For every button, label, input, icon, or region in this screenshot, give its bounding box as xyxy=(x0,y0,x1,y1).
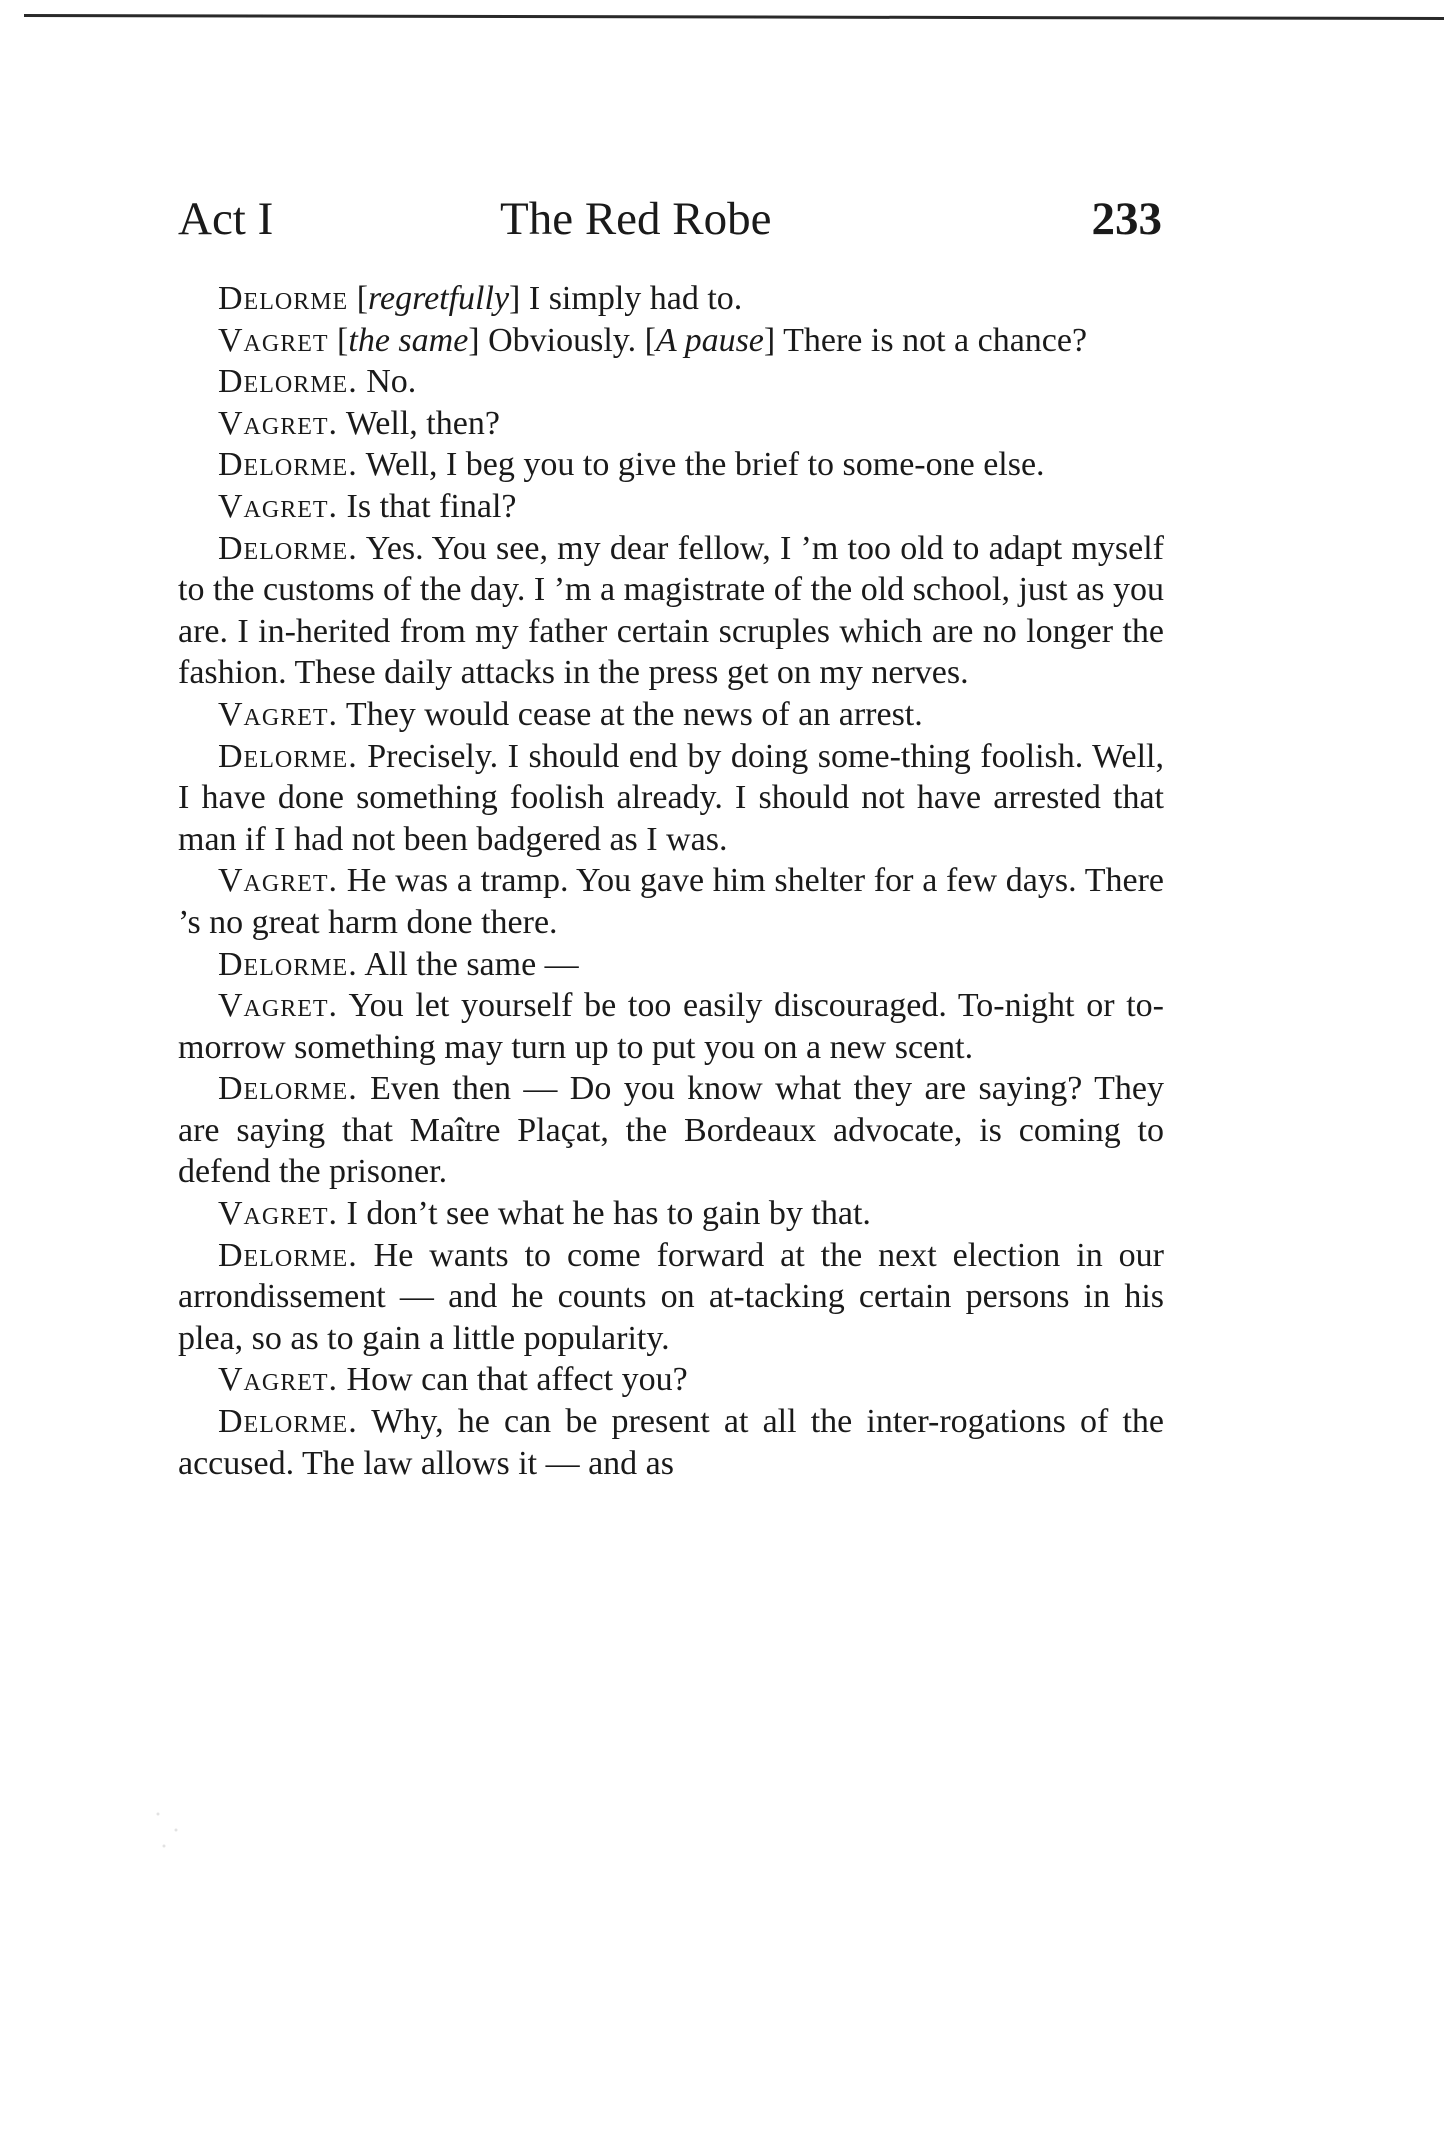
dialogue-line xyxy=(178,694,1164,736)
dialogue-line xyxy=(178,1193,1164,1235)
dialogue-text: No. xyxy=(357,363,417,401)
speaker-name: Vagret. xyxy=(218,1195,339,1233)
page-number: 233 xyxy=(1091,193,1162,245)
dialogue-line xyxy=(178,736,1164,861)
speaker-name: Delorme. xyxy=(218,1236,358,1274)
speaker-name: Vagret. xyxy=(218,987,339,1025)
stage-direction: the same xyxy=(348,321,469,359)
dialogue-text: All the same — xyxy=(357,945,579,983)
dialogue-line xyxy=(178,528,1164,694)
dialogue-line xyxy=(178,1359,1164,1401)
dialogue-line xyxy=(178,361,1164,403)
speaker-name: Vagret xyxy=(218,321,329,359)
speaker-name: Vagret. xyxy=(218,487,339,525)
speaker-name: Delorme. xyxy=(218,363,358,401)
page-title: The Red Robe xyxy=(500,193,772,245)
dialogue-text: How can that affect you? xyxy=(338,1361,688,1399)
dialogue-text: Is that final? xyxy=(338,487,517,525)
dialogue-text: Why, he can be present at all the inter-rogations of the accused. The law allows it — and as xyxy=(178,1403,1164,1482)
speaker-name: Delorme. xyxy=(218,1070,358,1108)
dialogue-text: ] There is not a chance? xyxy=(763,321,1088,359)
dialogue-text: You let yourself be too easily discouraged. To-night or to-morrow something may turn up to put you on a new scent. xyxy=(178,987,1164,1066)
dialogue-line xyxy=(178,860,1164,943)
dialogue-text: Even then — Do you know what they are saying? They are saying that Maître Plaçat, the Bordeaux advocate, is coming to defend the prisoner. xyxy=(178,1070,1164,1191)
running-header xyxy=(178,192,1178,252)
dialogue-text: Well, I beg you to give the brief to some-one else. xyxy=(357,446,1045,484)
speaker-name: Delorme. xyxy=(218,529,358,567)
speaker-name: Vagret. xyxy=(218,862,339,900)
speaker-name: Vagret. xyxy=(218,695,339,733)
dialogue-text: Yes. You see, my dear fellow, I ’m too old to adapt myself to the customs of the day. I ’m a magistrate of the old school, just as you are. I in-herited from my father certain scruples which are no longer the fashion. These daily attacks in the press get on my nerves. xyxy=(178,529,1164,692)
dialogue-text: ] Obviously. [ xyxy=(468,321,656,359)
dialogue-text: [ xyxy=(328,321,349,359)
dialogue-text: He was a tramp. You gave him shelter for a few days. There ’s no great harm done there. xyxy=(178,862,1164,941)
dialogue-text: Precisely. I should end by doing some-thing foolish. Well, I have done something foolish already. I should not have arrested that man if I had not been badgered as I was. xyxy=(178,737,1164,858)
speaker-name: Delorme. xyxy=(218,446,358,484)
speaker-name: Delorme xyxy=(218,280,349,317)
speaker-name: Delorme. xyxy=(218,1403,358,1441)
speaker-name: Delorme. xyxy=(218,737,358,775)
dialogue-line xyxy=(178,1068,1164,1193)
dialogue-text: They would cease at the news of an arrest. xyxy=(338,695,923,733)
dialogue-line xyxy=(178,278,1164,320)
dialogue-line xyxy=(178,1235,1164,1360)
dialogue-line xyxy=(178,486,1164,528)
speaker-name: Vagret. xyxy=(218,1361,339,1399)
dialogue-text: ] I simply had to. xyxy=(509,280,743,317)
stage-direction: regretfully xyxy=(368,280,510,317)
speaker-name: Vagret. xyxy=(218,404,339,442)
dialogue-line xyxy=(178,403,1164,445)
dialogue-line xyxy=(178,985,1164,1068)
dialogue-text: I don’t see what he has to gain by that. xyxy=(338,1195,871,1233)
stage-direction: A pause xyxy=(655,321,764,359)
dialogue-line xyxy=(178,944,1164,986)
act-label: Act I xyxy=(178,193,274,245)
dialogue-text: [ xyxy=(348,280,369,317)
dialogue-text: Well, then? xyxy=(338,404,500,442)
dialogue-text: He wants to come forward at the next election in our arrondissement — and he counts on at-tacking certain persons in his plea, so as to gain a little popularity. xyxy=(178,1236,1164,1357)
dialogue-line xyxy=(178,1401,1164,1484)
play-text xyxy=(178,278,1164,1484)
dialogue-line xyxy=(178,320,1164,362)
top-rule xyxy=(24,14,1444,20)
dialogue-line xyxy=(178,444,1164,486)
speaker-name: Delorme. xyxy=(218,945,358,983)
scan-speck xyxy=(140,1790,200,1870)
